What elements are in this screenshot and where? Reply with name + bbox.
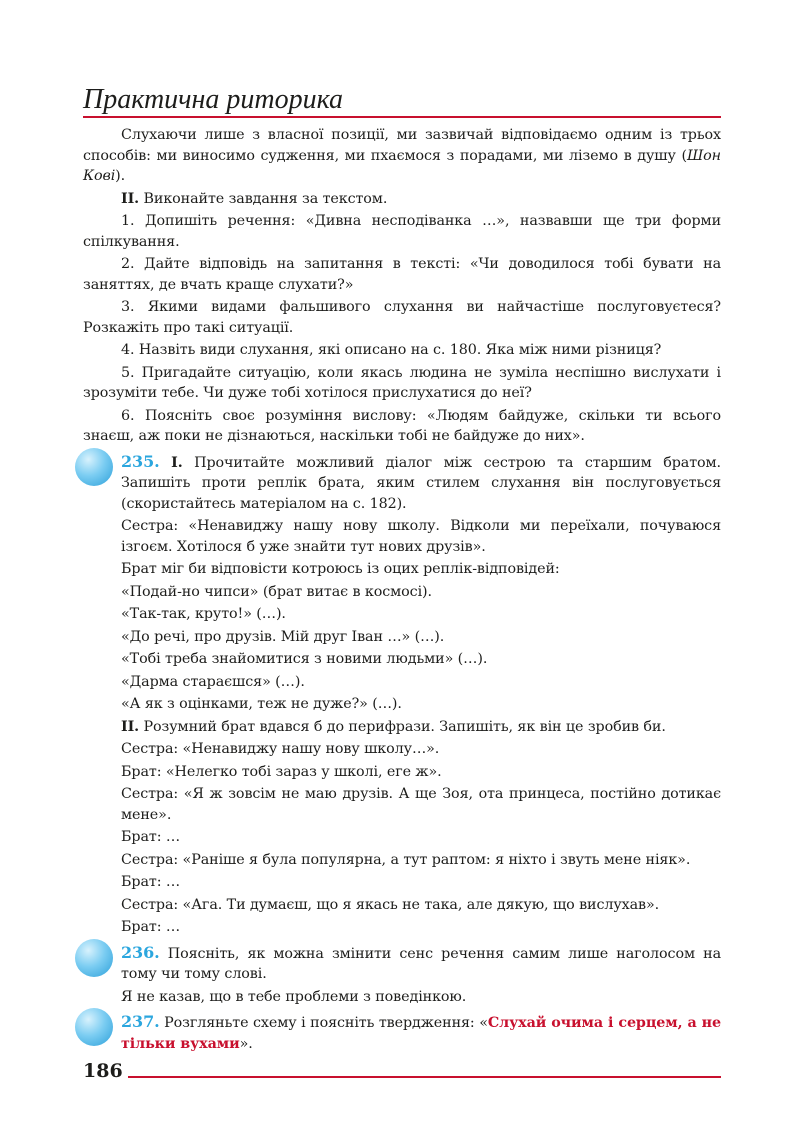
task-item: 5. Пригадайте ситуацію, коли якась людина не зуміла неспішно вислухати і зрозуміти тебе. Чи дуже тобі хотілося прислухатися до неї?: [83, 364, 721, 401]
dialogue-line: «А як з оцінками, теж не дуже?» (…).: [121, 696, 402, 712]
dialogue-line: «Тобі треба знайомитися з новими людьми» (…).: [121, 651, 488, 667]
dialogue-line: Брат міг би відповісти котроюсь із оцих реплік-відповідей:: [121, 561, 560, 577]
dialogue-line: Брат: …: [121, 874, 181, 890]
dialogue-line: Брат: …: [121, 829, 181, 845]
exercise-236-task: 236. Поясніть, як можна змінити сенс речення самим лише наголосом на тому чи тому слові.: [121, 942, 721, 982]
page-title: Практична риторика: [83, 84, 344, 115]
highlighted-statement: Слухай очима і серцем, а не тільки вухами: [121, 1015, 721, 1052]
exercise-236: [83, 943, 721, 1008]
title-divider: [83, 116, 721, 118]
exercise-number: 235.: [121, 451, 160, 471]
task-item: 1. Допишіть речення: «Дивна несподіванка …», назвавши ще три форми спілкування.: [83, 213, 721, 250]
task-item: 3. Якими видами фальшивого слухання ви найчастіше послуговуєтеся? Розкажіть про такі ситуації.: [83, 299, 721, 336]
dialogue-line: Сестра: «Ненавиджу нашу нову школу…».: [121, 741, 440, 757]
exercise-235: [83, 452, 721, 938]
dialogue-line: Сестра: «Ага. Ти думаєш, що я якась не така, але дякую, що вислухав».: [121, 896, 660, 913]
dialogue-line: Сестра: «Ненавиджу нашу нову школу. Відколи ми переїхали, почуваюся ізгоєм. Хотілося б уже знайти тут нових друзів».: [121, 518, 721, 555]
dialogue-line: Сестра: «Я ж зовсім не маю друзів. А ще Зоя, ота принцеса, постійно дотикає мене».: [121, 786, 721, 823]
dialogue-line: Сестра: «Раніше я була популярна, а тут раптом: я ніхто і звуть мене ніяк».: [121, 851, 691, 868]
dialogue-line: «Дарма стараєшся» (…).: [121, 673, 305, 690]
task-item: 2. Дайте відповідь на запитання в тексті: «Чи доводилося тобі бувати на заняттях, де вчать краще слухати?»: [83, 256, 721, 293]
example-sentence: Я не казав, що в тебе проблеми з поведінкою.: [121, 988, 467, 1005]
exercise-number: 237.: [121, 1012, 160, 1031]
exercise-number: 236.: [121, 942, 160, 962]
dialogue-line: «Подай-но чипси» (брат витає в космосі).: [121, 583, 432, 600]
page-content: [83, 125, 721, 1056]
intro-quote: Слухаючи лише з власної позиції, ми зазвичай відповідаємо одним із трьох способів: ми виносимо судження, ми пхаємося з порадами, ми ліземо в душу (Шон Кові).: [83, 127, 721, 184]
task-item: 6. Поясніть своє розуміння вислову: «Людям байдуже, скільки ти всього знаєш, аж поки не дізнаються, наскільки тобі не байдуже до них».: [83, 407, 721, 444]
exercise-237-task: 237. Розгляньте схему і поясніть твердження: «Слухай очима і серцем, а не тільки вухами».: [121, 1012, 721, 1052]
page-number: 186: [83, 1060, 123, 1082]
intro-task: ІІ. Виконайте завдання за текстом.: [121, 190, 388, 207]
task-item: 4. Назвіть види слухання, які описано на с. 180. Яка між ними різниця?: [121, 342, 662, 358]
dialogue-line: «Так-так, круто!» (…).: [121, 606, 286, 622]
exercise-237: [83, 1012, 721, 1054]
dialogue-line: Брат: «Нелегко тобі зараз у школі, еге ж».: [121, 763, 442, 780]
exercise-marker-icon: [75, 1008, 113, 1046]
exercise-235-task-2: ІІ. Розумний брат вдався б до перифрази. Запишіть, як він це зробив би.: [121, 718, 666, 735]
dialogue-line: «До речі, про друзів. Мій друг Іван …» (…).: [121, 628, 445, 645]
dialogue-line: Брат: …: [121, 919, 181, 935]
quote-author: Шон Кові: [83, 147, 721, 184]
footer-divider: [128, 1076, 721, 1078]
exercise-marker-icon: [75, 939, 113, 977]
exercise-235-task-1: 235. І. Прочитайте можливий діалог між сестрою та старшим братом. Запишіть проти реплік брата, яким стилем слухання він послуговується (скористайтесь матеріалом на с. 182).: [121, 451, 721, 512]
exercise-marker-icon: [75, 448, 113, 486]
